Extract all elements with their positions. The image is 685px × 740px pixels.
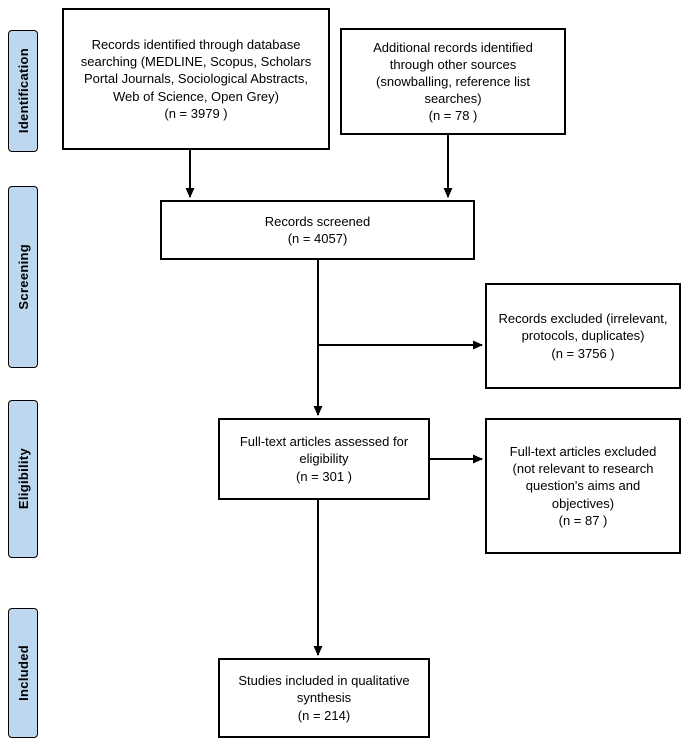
box-additional-records-other-sources [340,28,566,135]
stage-label-text: Included [15,645,31,701]
box-text: Records excluded (irrelevant, protocols, duplicates) [498,311,668,344]
box-count: (n = 4057) [287,231,348,246]
box-count: (n = 301 ) [295,468,352,484]
box-count: (n = 3979 ) [164,105,228,121]
box-records-identified-database [62,8,330,150]
box-text: Full-text articles assessed for eligibility [239,434,409,467]
stage-label-screening [8,186,38,368]
stage-label-included [8,608,38,738]
box-records-screened [160,200,475,260]
stage-label-text: Screening [15,244,31,310]
box-text: Additional records identified through other sources (snowballing, reference list searches) [373,39,533,107]
stage-label-text: Identification [15,48,31,134]
stage-label-text: Eligibility [15,448,31,510]
box-fulltext-assessed [218,418,430,500]
box-count: (n = 3756 ) [551,345,615,361]
stage-label-identification [8,30,38,152]
box-count: (n = 78 ) [428,108,478,124]
box-count: (n = 214) [297,707,351,723]
box-text: Full-text articles excluded (not relevant to research question's aims and objectives) [509,444,657,511]
box-text: Records identified through database searching (MEDLINE, Scopus, Scholars Portal Journals, Sociological Abstracts, Web of Science, Open Grey) [80,37,312,104]
box-text: Studies included in qualitative synthesis [238,673,410,706]
box-records-excluded [485,283,681,389]
box-studies-included [218,658,430,738]
box-count: (n = 87 ) [558,512,608,528]
stage-label-eligibility [8,400,38,558]
box-fulltext-excluded [485,418,681,554]
box-text: Records screened [264,213,371,229]
